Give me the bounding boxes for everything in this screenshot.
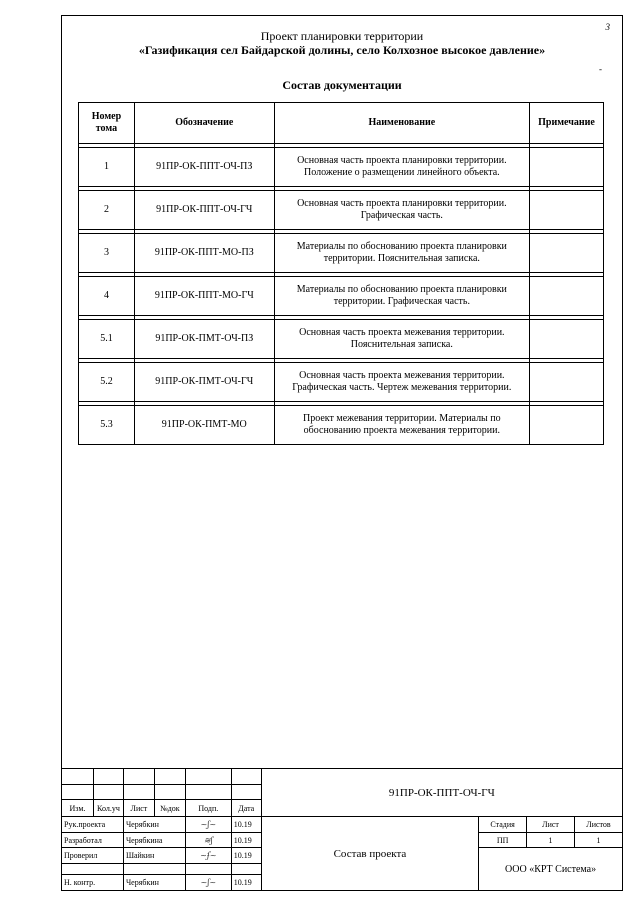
cell-note [530,234,604,273]
cell-note [530,277,604,316]
stamp-date: 10.19 [231,832,261,848]
cell-note [530,191,604,230]
documents-table [78,102,604,445]
table-row [79,277,604,316]
table-row [79,148,604,187]
signature-icon: ~ʃ~ [200,819,217,829]
cell-name: Основная часть проекта межевания территории. Графическая часть. Чертеж межевания территории. [274,363,529,402]
col-header-code: Обозначение [134,103,274,144]
stamp-sheets-label: Листов [575,817,623,833]
stamp-sheet: 1 [527,832,575,848]
corner-mark: - [599,64,602,74]
page-frame [61,15,623,891]
section-title: Состав документации [282,78,402,92]
header-line-1: Проект планировки территории [260,29,424,43]
cell-note [530,320,604,359]
cell-num: 3 [79,234,135,273]
stamp-role: Н. контр. [62,875,124,891]
cell-code: 91ПР-ОК-ПМТ-МО [134,406,274,445]
cell-num: 4 [79,277,135,316]
cell-name: Проект межевания территории. Материалы по обоснованию проекта межевания территории. [274,406,529,445]
stamp-stage-label: Стадия [479,817,527,833]
cell-note [530,148,604,187]
cell-name: Материалы по обоснованию проекта планировки территории. Графическая часть. [274,277,529,316]
stamp-sheets: 1 [575,832,623,848]
stamp-stage: ПП [479,832,527,848]
stamp-role: Проверил [62,848,124,864]
table-row [79,406,604,445]
stamp-col-date: Дата [231,800,261,817]
header-line-2: «Газификация сел Байдарской долины, село Колхозное высокое давление» [138,43,546,57]
cell-num: 2 [79,191,135,230]
stamp-role: Рук.проекта [62,817,124,833]
stamp-date: 10.19 [231,817,261,833]
cell-name: Основная часть проекта межевания территории. Пояснительная записка. [274,320,529,359]
cell-num: 5.2 [79,363,135,402]
stamp-date: 10.19 [231,848,261,864]
stamp-person: Шайкин [123,848,185,864]
table-row [79,234,604,273]
col-header-note: Примечание [530,103,604,144]
cell-name: Материалы по обоснованию проекта планировки территории. Пояснительная записка. [274,234,529,273]
signature-icon: ≋ʃ [203,835,213,845]
stamp-role: Разработал [62,832,124,848]
cell-code: 91ПР-ОК-ПМТ-ОЧ-ПЗ [134,320,274,359]
cell-note [530,406,604,445]
table-header-row [79,103,604,144]
cell-code: 91ПР-ОК-ППТ-ОЧ-ПЗ [134,148,274,187]
stamp-person: Черябкин [123,875,185,891]
stamp-doc-name: Состав проекта [261,817,478,891]
cell-num: 5.3 [79,406,135,445]
cell-num: 5.1 [79,320,135,359]
stamp-col-docnum: №док [154,800,185,817]
cell-name: Основная часть проекта планировки территории. Графическая часть. [274,191,529,230]
cell-name: Основная часть проекта планировки территории. Положение о размещении линейного объекта. [274,148,529,187]
stamp-organization: ООО «КРТ Система» [479,848,623,891]
stamp-col-sign: Подп. [185,800,231,817]
stamp-person: Черябкин [123,817,185,833]
cell-code: 91ПР-ОК-ППТ-МО-ГЧ [134,277,274,316]
stamp-col-change: Изм. [62,800,94,817]
cell-num: 1 [79,148,135,187]
col-header-volume: Номер тома [79,103,135,144]
col-header-name: Наименование [274,103,529,144]
cell-code: 91ПР-ОК-ППТ-МО-ПЗ [134,234,274,273]
stamp-doc-code: 91ПР-ОК-ППТ-ОЧ-ГЧ [261,769,622,817]
table-row [79,191,604,230]
cell-code: 91ПР-ОК-ППТ-ОЧ-ГЧ [134,191,274,230]
table-row [79,363,604,402]
signature-icon: ~ʃ~ [200,878,217,888]
page-number: 3 [605,22,610,32]
cell-code: 91ПР-ОК-ПМТ-ОЧ-ГЧ [134,363,274,402]
stamp-date: 10.19 [231,875,261,891]
stamp-col-sheet: Лист [123,800,154,817]
stamp-sheet-label: Лист [527,817,575,833]
stamp-col-count: Кол.уч [93,800,123,817]
stamp-person: Черябкина [123,832,185,848]
title-block [61,768,623,891]
cell-note [530,363,604,402]
table-row [79,320,604,359]
signature-icon: ~ʄ~ [200,851,217,861]
